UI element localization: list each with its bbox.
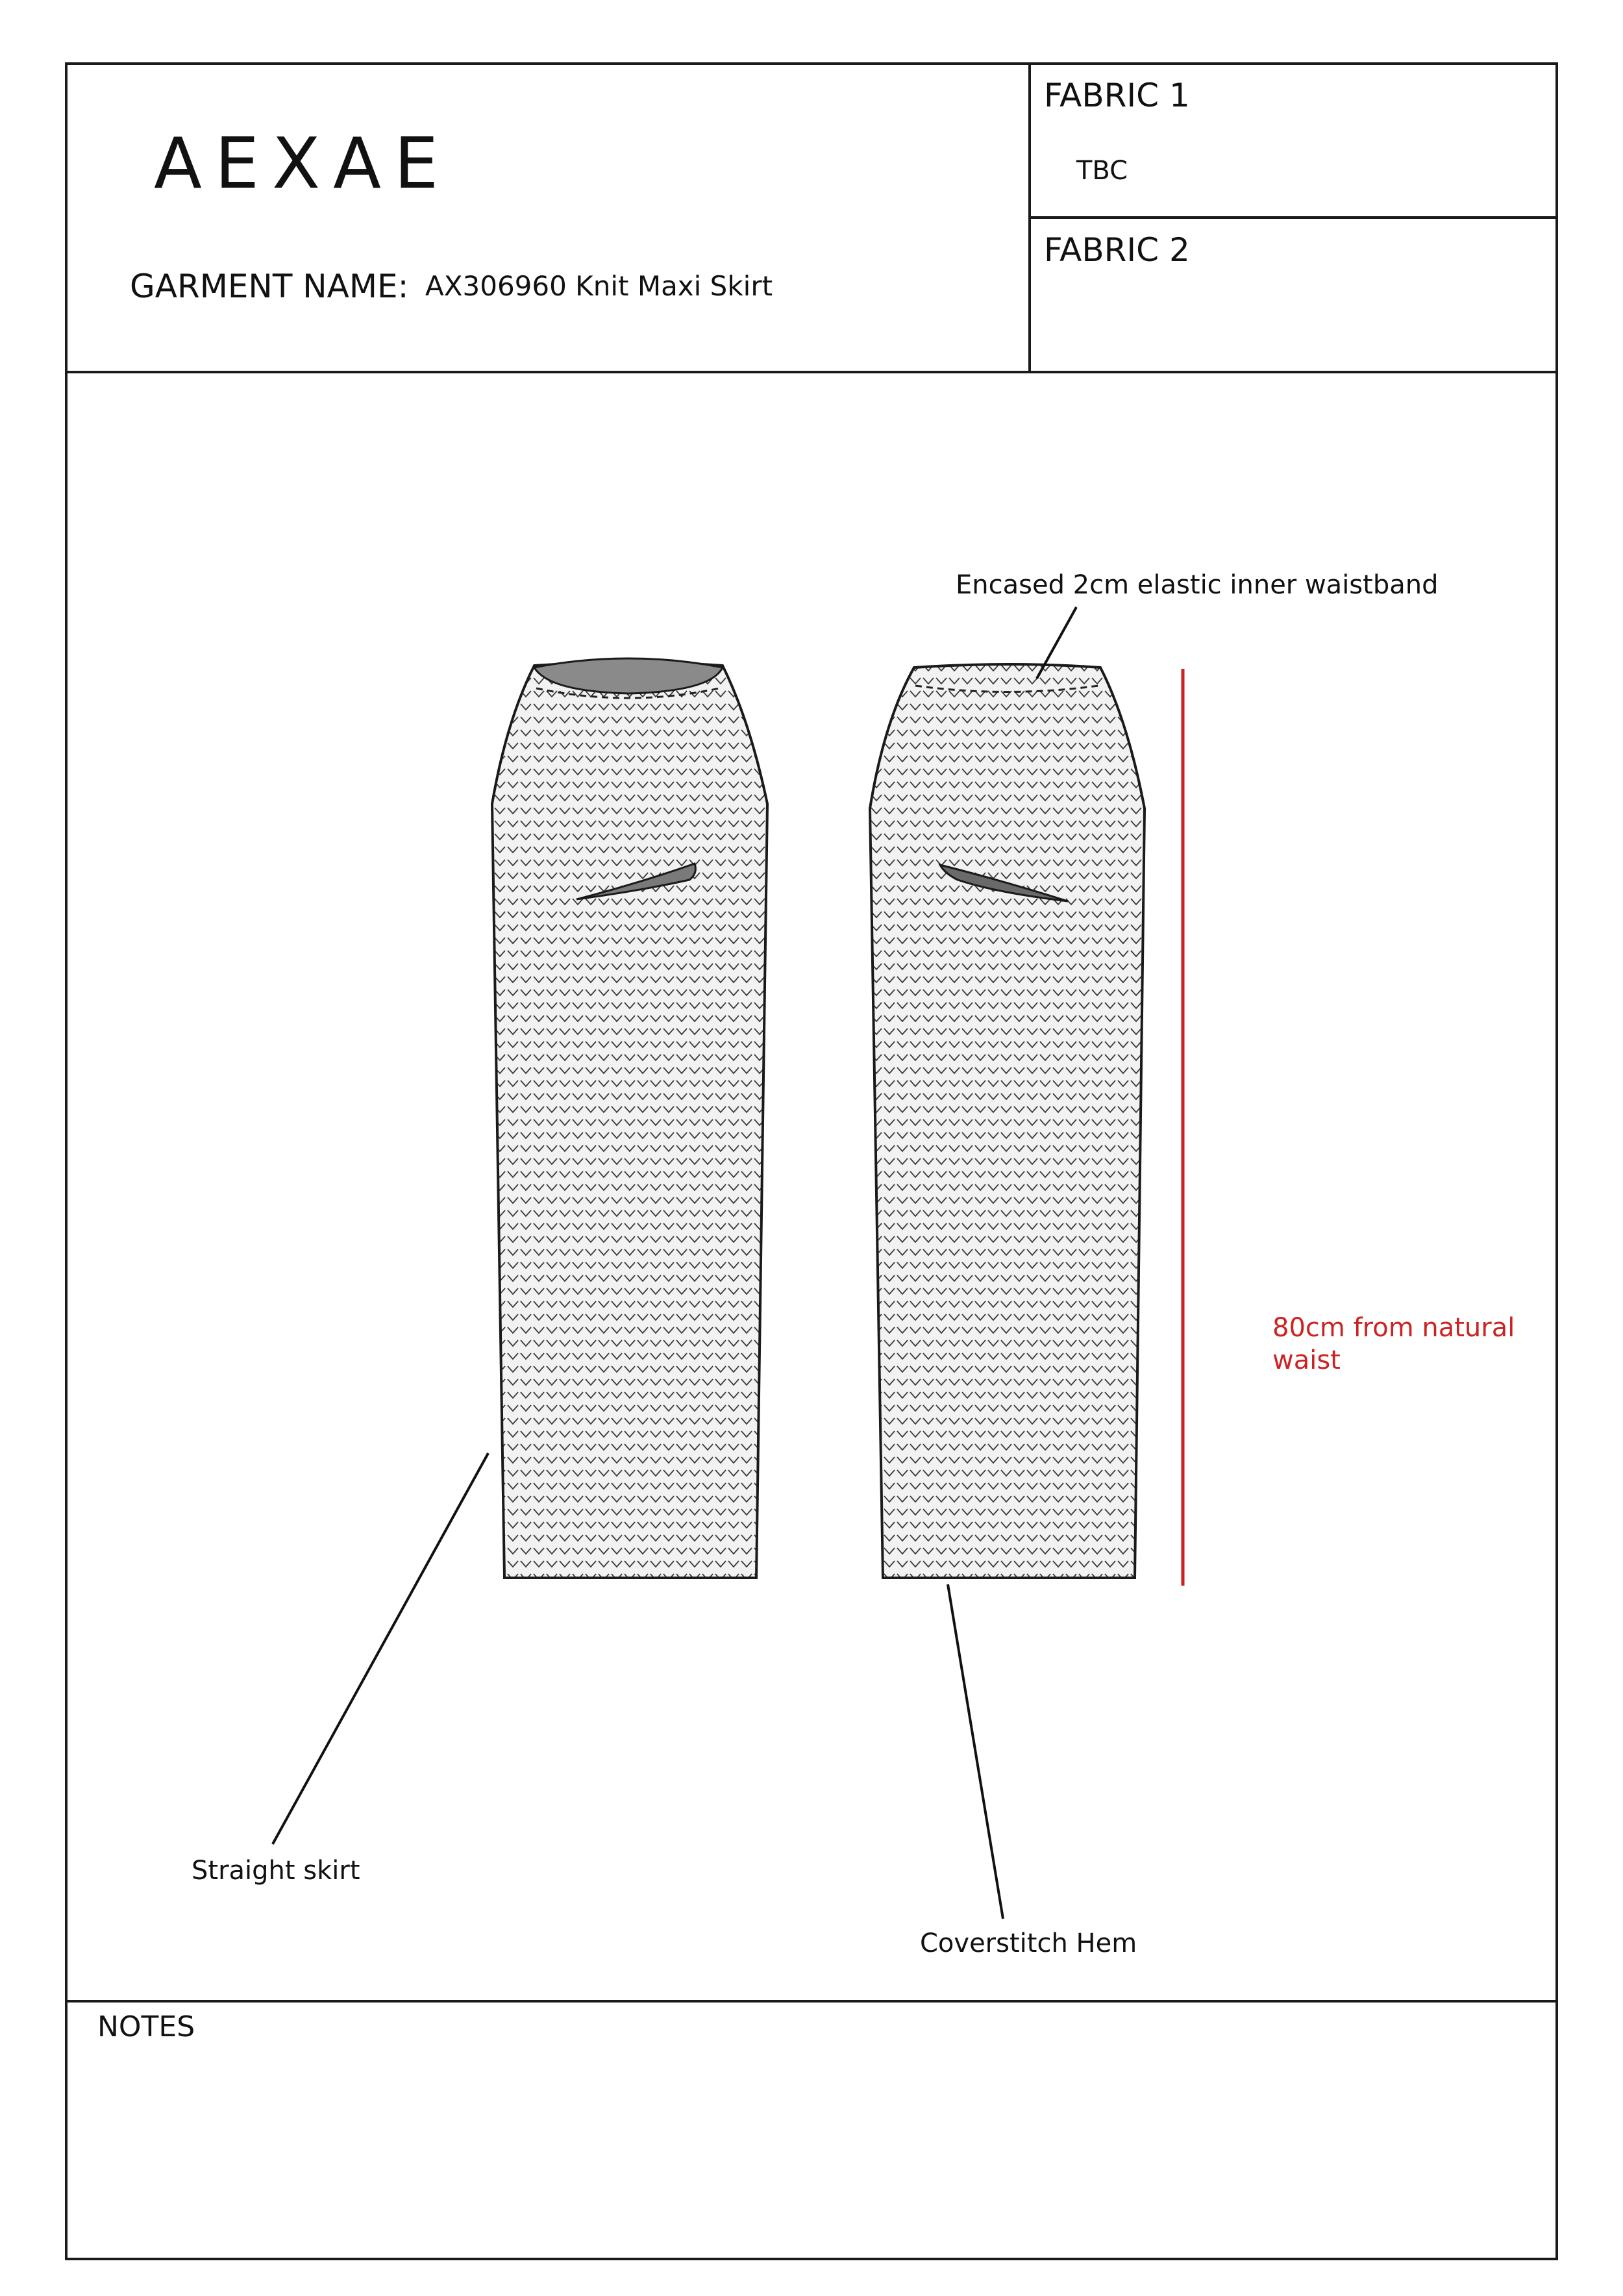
front-skirt-body bbox=[492, 662, 767, 1578]
length-callout-line2: waist bbox=[1272, 1345, 1341, 1375]
hem-callout: Coverstitch Hem bbox=[920, 1928, 1137, 1958]
notes-label: NOTES bbox=[97, 2010, 195, 2043]
fabric-1-value: TBC bbox=[1076, 156, 1128, 186]
garment-name-value: AX306960 Knit Maxi Skirt bbox=[425, 270, 773, 302]
length-callout-line1: 80cm from natural bbox=[1272, 1313, 1515, 1343]
straight-skirt-leader-line bbox=[273, 1453, 488, 1844]
hem-leader-line bbox=[948, 1584, 1003, 1919]
back-skirt-body bbox=[870, 664, 1145, 1578]
front-skirt-flat bbox=[492, 658, 767, 1578]
waistband-callout: Encased 2cm elastic inner waistband bbox=[956, 570, 1439, 600]
fabric-2-label: FABRIC 2 bbox=[1044, 231, 1190, 269]
fabric-1-label: FABRIC 1 bbox=[1044, 77, 1190, 114]
straight-skirt-callout: Straight skirt bbox=[192, 1856, 360, 1886]
back-skirt-flat bbox=[870, 664, 1145, 1578]
garment-name-label: GARMENT NAME: bbox=[130, 268, 409, 305]
brand-logo: AEXAE bbox=[154, 123, 452, 205]
